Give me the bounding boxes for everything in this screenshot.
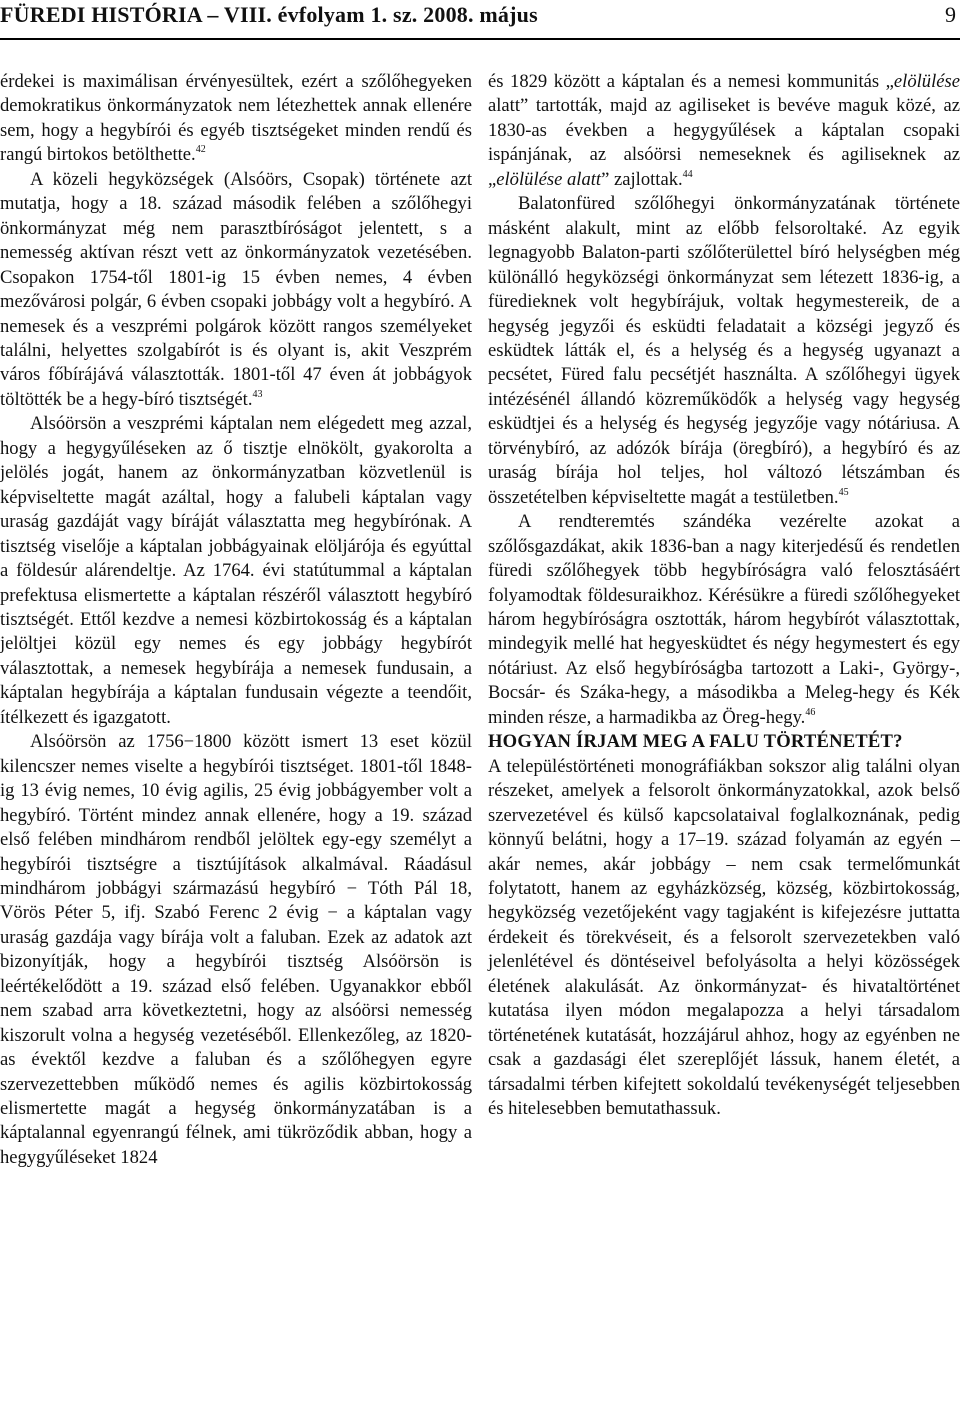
paragraph: Alsóörsön az 1756−1800 között ismert 13 eset közül kilencszer nemes viselte a hegybírói tisztséget. 1801-től 1848-ig 13 évig nemes, 10 évig agilis, 25 évig jobbágyember volt a hegybíró. Történt mindez annak ellenére, hogy a 19. század első felében mindhárom rendből jelöltek egy-egy személyt a hegybírói tisztségre a tisztújítások alkalmával. Ráadásul mindhárom jobbágyi származású hegybíró − Tóth Pál 18, Vörös Péter 5, ifj. Szabó Ferenc 2 évig − a káptalan vagy uraság gazdája vagy bírája volt a faluban. Ezek az adatok azt bizonyítják, hogy a hegybírói tisztség Alsóörsön is leértékelődött a 19. század első felében. Ugyanakkor ebből nem szabad arra következtetni, hogy az alsóörsi nemesség kiszorult volna a hegység vezetéséből. Ellenkezőleg, az 1820-as évektől kezdve a faluban és a szőlőhegyen egyre szervezettebben működő nemes és agilis közbirtokosság elismertette magát a hegység önkormányzatában is a káptalannal egyenrangú félnek, ami tükröződik abban, hogy a hegygyűléseket 1824 [0,731,472,1168]
footnote-ref[interactable]: 42 [195,144,206,156]
journal-title: FÜREDI HISTÓRIA – VIII. évfolyam 1. sz. 2008. május [0,2,538,27]
footnote-ref[interactable]: 43 [252,388,263,400]
paragraph: és 1829 között a káptalan és a nemesi kommunitás „elölülése alatt” tartották, majd az agiliseket is bevéve maguk közé, az 1830-as években a hegygyűlések a káptalan csopaki ispánjának, az alsóörsi nemeseknek és agiliseknek az „elölülése alatt” zajlottak.$^{44}$ [488,71,960,190]
running-header [0,0,960,40]
paragraph: Alsóörsön a veszprémi káptalan nem elégedett meg azzal, hogy a hegygyűléseken az ő tisztje elnökölt, gyakorolta a jelölés jogát, hanem az önkormányzatban közvetlenül is képviseltette magát azáltal, hogy a falubeli káptalan vagy uraság gazdáját vagy bíráját választatta meg hegybírónak. A tisztség viselője a káptalan jobbágyainak elöljárója és egyúttal a földesúr alárendeltje. Az 1764. évi statútummal a káptalan prefektusa elismertette a káptalan részéről választott hegybíró tisztségét. Ettől kezdve a nemesi közbirtokosság és a káptalan jelöltjei közül egy nemes és egy jobbágy hegybírót választottak, a nemesek hegybírája a nemesek fundusain, a káptalan hegybírája a káptalan fundusain végezte a teendőit, ítélkezett és igazgatott. [0,413,472,728]
footnote-ref[interactable]: 46 [805,706,816,718]
footnote-ref[interactable]: 45 [838,486,849,498]
paragraph: A településtörténeti monográfiákban sokszor alig találni olyan részeket, amelyek a felsorolt önkormányzatokkal, azok belső szervezetével és külső kapcsolataival foglalkoznának, pedig könnyű belátni, hogy a 17–19. század folyamán az egyén – akár nemes, akár jobbágy – nem csak termelőmunkát folytatott, hanem az egyházközség, község, közbirtokosság, hegyközség vezetőjeként vagy tagjaként is kifejezésre juttatta érdekeit és törekvéseit, és a felsorolt szervezetekben való jelenlétével és döntéseivel befolyásolta a helyi közösségek életének alakulását. Az önkormányzat- és hivataltörténet kutatása ilyen módon megalapozza a helyi társadalom történetének kutatását, hozzájárul ahhoz, hogy az egyénben ne csak a gazdasági élet szereplőjét lássuk, hanem életét, a társadalmi térben kifejtett sokoldalú tevékenységét teljesebben és hitelesebben bemutathassuk. [488,755,960,1120]
section-heading: HOGYAN ÍRJAM MEG A FALU TÖRTÉNETÉT? [488,731,903,753]
italic-term: elölülése alatt [496,168,602,190]
paragraph: A közeli hegyközségek (Alsóörs, Csopak) története azt mutatja, hogy a 18. század második felében a szőlőhegyi önkormányzat még nem parasztbíróságot jelentett, s a nemesség aktívan részt vett az önkormányzatok vezetésében. Csopakon 1754-től 1801-ig 15 évben nemes, 4 évben mezővárosi polgár, 6 évben csopaki jobbágy volt a hegybíró. A nemesek és a veszprémi polgárok között rangos személyeket találni, helyettes szolgabírót is és olyant is, akit Veszprém város főbírájává választották. 1801-től 47 éven át jobbágyok töltötték be a hegy-bíró tisztségét.$^{43}$ [0,168,472,410]
left-column [0,70,472,1170]
italic-term: elölülése [893,71,960,92]
paragraph: A rendteremtés szándéka vezérelte azokat a szőlősgazdákat, akik 1836-ban a nagy kiterjedésű és rendetlen füredi szőlőhegyek több hegybíróságra való felosztásáért folyamodtak földesuraikhoz. Kérésükre a füredi szőlőhegyeket három hegybíróságra osztották, három hegybírót választottak, mindegyik mellé hat hegyesküdtet és négy hegymestert és egy nótáriust. Az első hegybíróságba tartozott a Laki-, György-, Bocsár- és Száka-hegy, a másodikba a Meleg-hegy és Kék minden része, a harmadikba az Öreg-hegy.$^{46}$ [488,511,960,728]
paragraph: Balatonfüred szőlőhegyi önkormányzatának története másként alakult, mint az előbb felsoroltaké. Az egyik legnagyobb Balaton-parti szőlőterülettel bíró helységben még különálló hegyközségi önkormányzat sem létezett 1836-ig, a füredieknek volt hegybírájuk, voltak hegymestereik, de a hegység jegyzői és esküdti feladatait a községi jegyző és esküdtek látták el, és a helység és a hegység ugyanazt a pecsétet, Füred falu pecsétjét használta. A szőlőhegyi ügyek intézésénél állandó közreműködők a helység vagy hegység esküdtjei és a helység és hegység jegyzője vagy nótáriusa. A törvénybíró, az adózók bírája (öregbíró), a hegybíró és az uraság bírája hol teljes, hol változó létszámban és összetételben képviseltette magát a testületben.$^{45}$ [488,193,960,508]
page-number: 9 [945,2,956,27]
paragraph: érdekei is maximálisan érvényesültek, ezért a szőlőhegyeken demokratikus önkormányzatok nem létezhettek annak ellenére sem, hogy a hegybírói és egyéb tisztségeket minden rendű és rangú birtokos betölthette.$^{42}$ [0,71,472,166]
right-column [488,70,960,1121]
footnote-ref[interactable]: 44 [682,168,693,180]
